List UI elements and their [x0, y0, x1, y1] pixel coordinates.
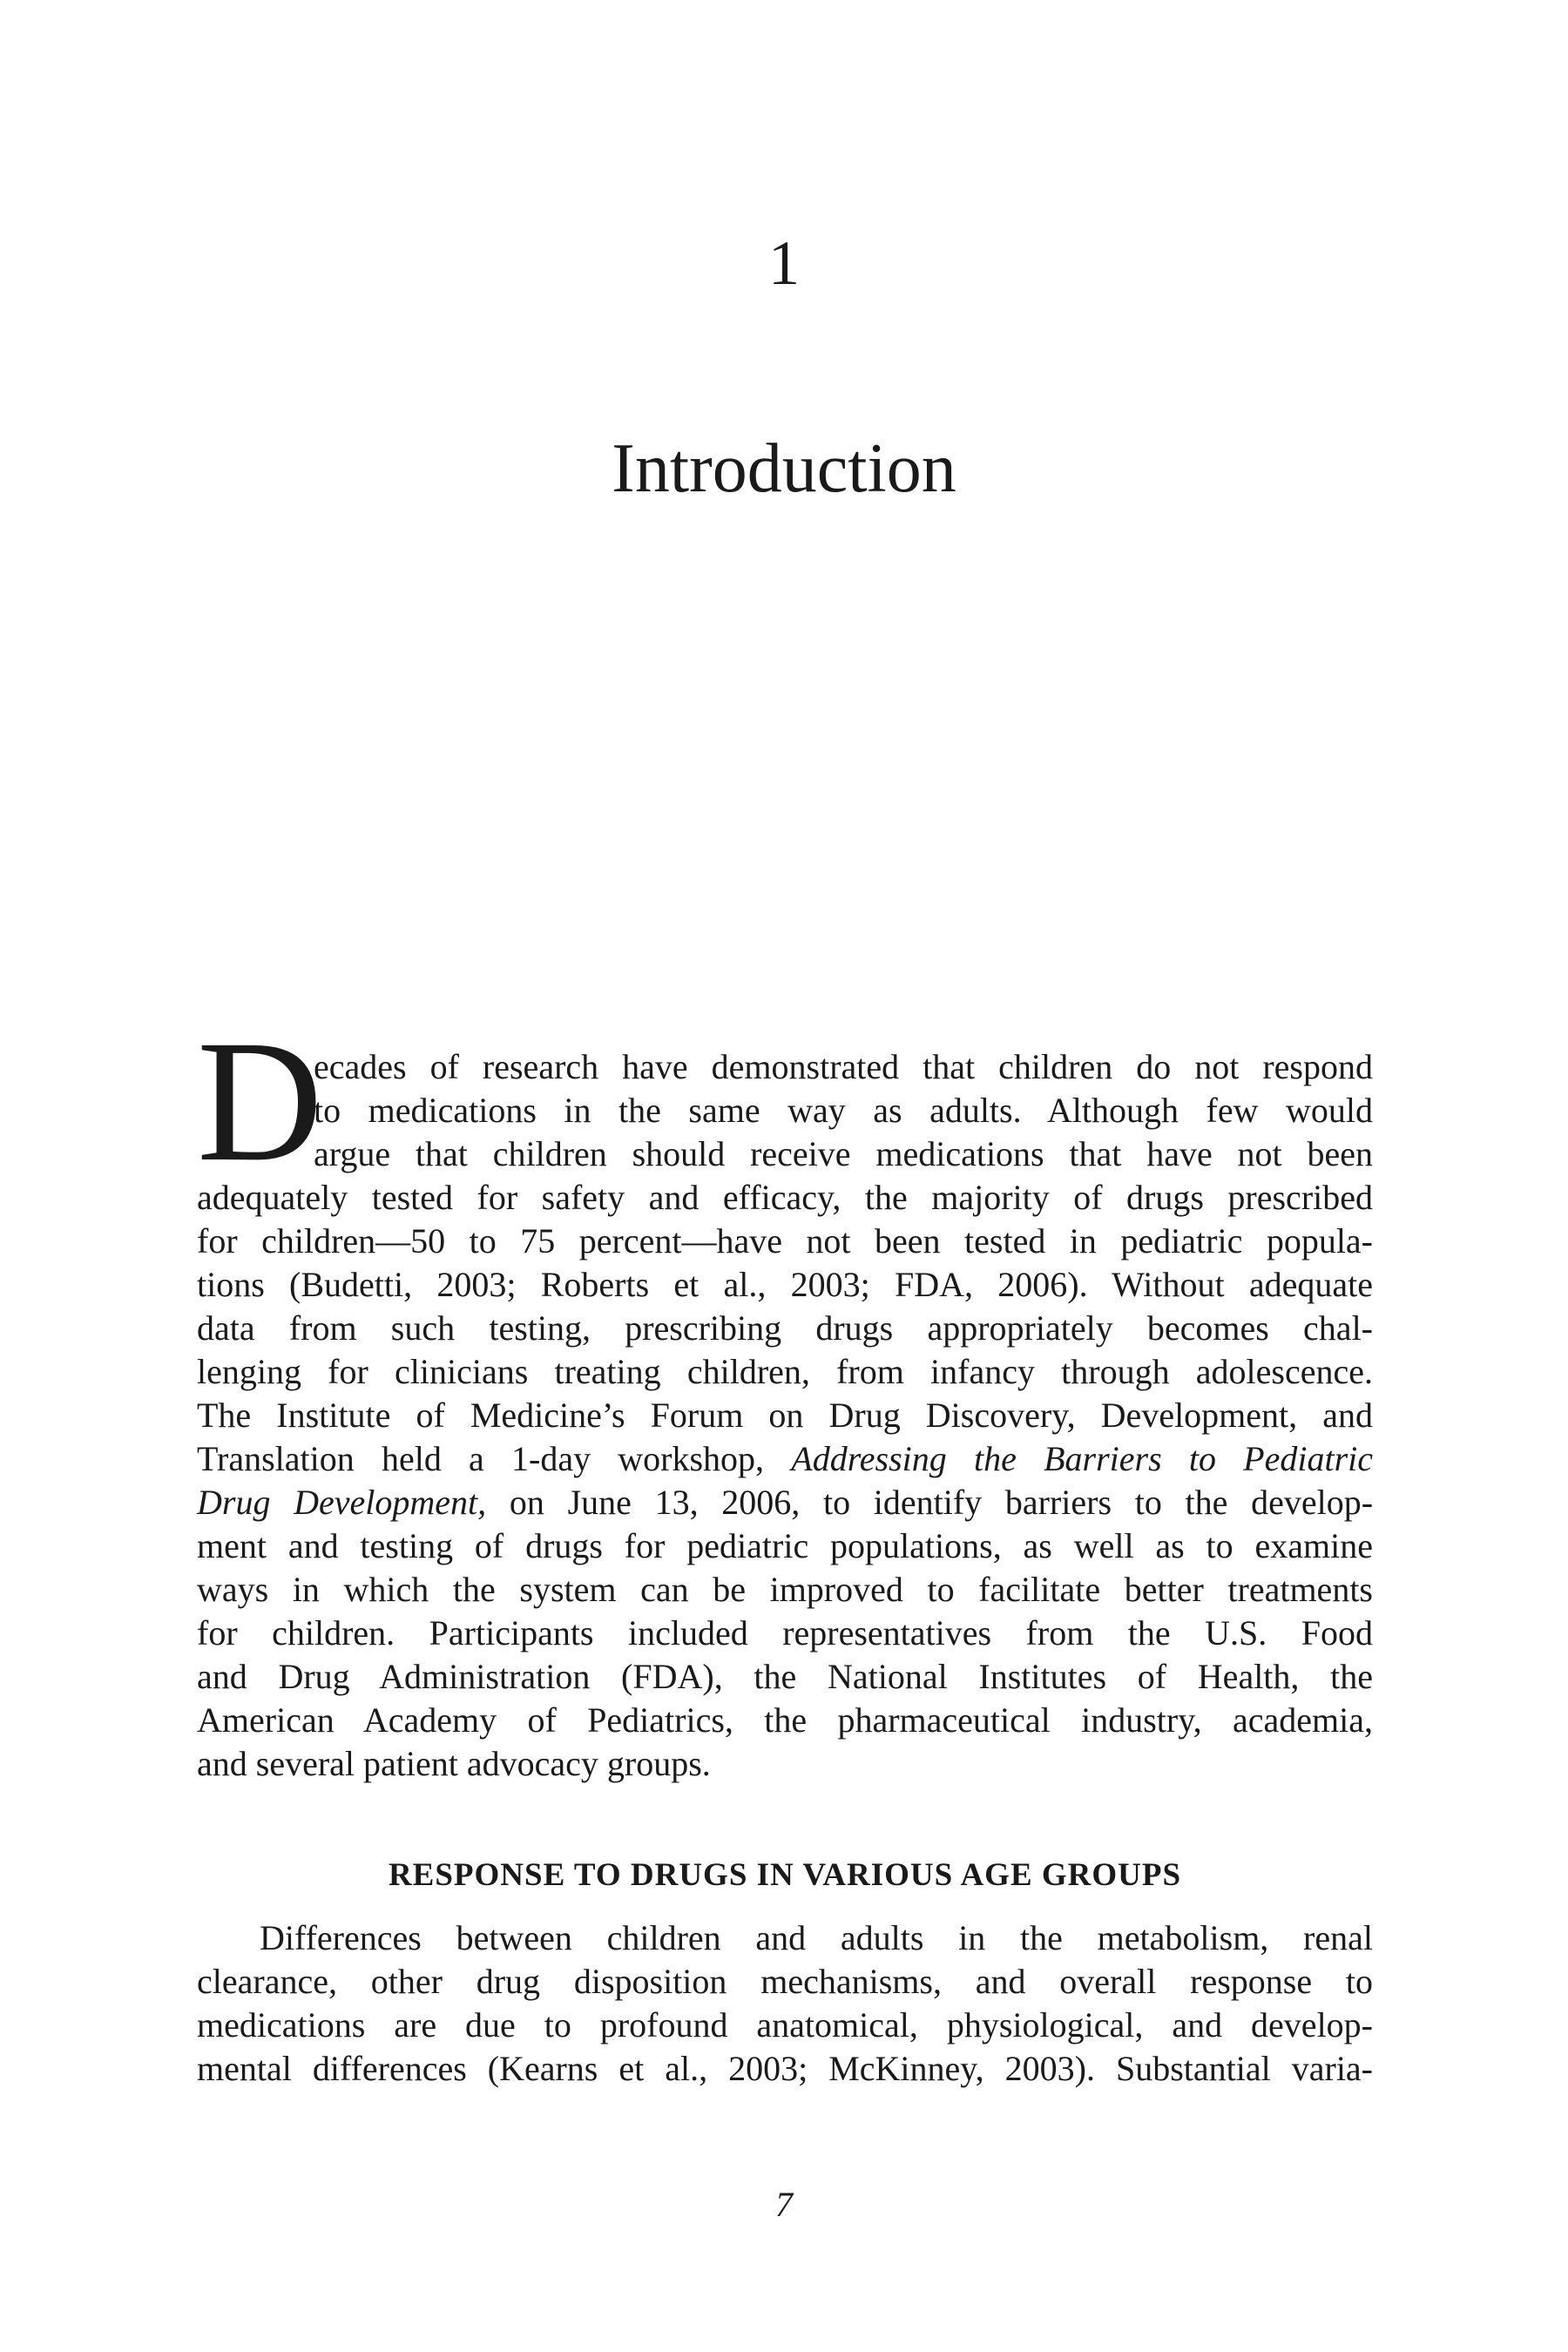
body-line-with-title: [197, 1481, 1373, 1524]
body-line: ecades of research have demonstrated that children do not respond: [314, 1047, 1373, 1086]
body-line: to medications in the same way as adults. Although few would: [314, 1091, 1373, 1130]
body-line: clearance, other drug disposition mechanisms, and overall response to: [197, 1962, 1373, 2001]
body-line-segment: Translation held a 1-day workshop,: [197, 1439, 765, 1478]
body-line: The Institute of Medicine’s Forum on Drug Discovery, Development, and: [197, 1396, 1373, 1435]
body-line: data from such testing, prescribing drugs appropriately becomes chal-: [197, 1308, 1373, 1348]
body-line: medications are due to profound anatomical, physiological, and develop-: [197, 2005, 1373, 2044]
page-number: 7: [775, 2185, 793, 2224]
body-line: lenging for clinicians treating children, from infancy through adolescence.: [197, 1352, 1373, 1391]
body-line: Differences between children and adults in the metabolism, renal: [260, 1918, 1373, 1957]
body-line-segment: on June 13, 2006, to identify barriers to the develop-: [509, 1483, 1374, 1522]
body-line: argue that children should receive medications that have not been: [314, 1134, 1373, 1173]
workshop-title-part-1: Addressing the Barriers to Pediatric: [791, 1439, 1374, 1478]
body-line: American Academy of Pediatrics, the pharmaceutical industry, academia,: [197, 1700, 1373, 1740]
body-line: for children. Participants included representatives from the U.S. Food: [197, 1613, 1373, 1652]
body-line: tions (Budetti, 2003; Roberts et al., 2003; FDA, 2006). Without adequate: [197, 1265, 1373, 1304]
section-paragraph: [197, 1916, 1373, 2091]
section-heading: RESPONSE TO DRUGS IN VARIOUS AGE GROUPS: [388, 1857, 1182, 1893]
workshop-title-part-2: Drug Development,: [197, 1483, 487, 1522]
body-line: ment and testing of drugs for pediatric populations, as well as to examine: [197, 1526, 1373, 1565]
body-line: adequately tested for safety and efficacy, the majority of drugs prescribed: [197, 1178, 1373, 1217]
drop-cap: D: [197, 1005, 323, 1198]
chapter-title: Introduction: [612, 430, 956, 507]
chapter-number: 1: [768, 228, 800, 298]
body-line: ways in which the system can be improved to facilitate better treatments: [197, 1570, 1373, 1609]
body-line: for children—50 to 75 percent—have not been tested in pediatric popula-: [197, 1221, 1373, 1260]
body-line: and Drug Administration (FDA), the National Institutes of Health, the: [197, 1657, 1373, 1696]
body-line: and several patient advocacy groups.: [197, 1744, 711, 1783]
body-line-with-title: [197, 1437, 1373, 1481]
intro-paragraph: [197, 1045, 1373, 1786]
body-line: mental differences (Kearns et al., 2003; McKinney, 2003). Substantial varia-: [197, 2049, 1373, 2088]
